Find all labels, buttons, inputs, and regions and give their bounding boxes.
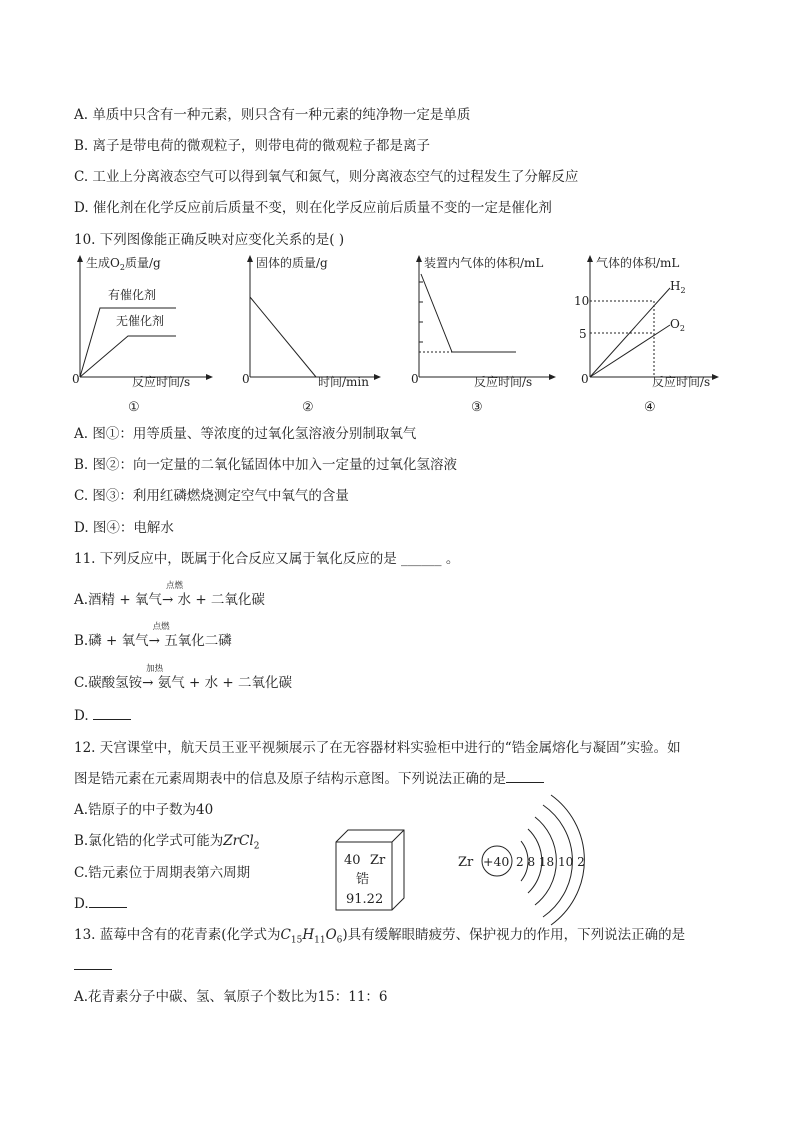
answer-blank [93, 707, 131, 720]
graph-2 [238, 252, 388, 417]
graph-4-origin: 0 [581, 372, 589, 386]
q12-option-c: C.锆元素位于周期表第六周期 [74, 865, 251, 881]
graph-4-number: ④ [644, 400, 656, 415]
graph-1-xlabel: 反应时间/s [132, 375, 191, 389]
condition-ignite: 点燃 [165, 581, 183, 591]
graph-1-number: ① [128, 400, 140, 415]
graph-2-line [250, 297, 316, 377]
q11-option-c: C.碳酸氢铵 加热 → 氨气 + 水 + 二氧化碳 [74, 664, 293, 691]
graph-3-origin: 0 [411, 372, 419, 386]
q10-option-b: B. 图②：向一定量的二氧化锰固体中加入一定量的过氧化氢溶液 [74, 457, 458, 473]
q13-stem: 13. 蓝莓中含有的花青素(化学式为$C_{15}H_{11}O_6$)具有缓解眼睛疲劳、保护视力的作用，下列说法正确的是 [74, 927, 686, 946]
q12-option-d: D. [74, 895, 127, 913]
graph-3-ylabel: 装置内气体的体积/mL [424, 256, 544, 270]
q10-option-a: A. 图①：用等质量、等浓度的过氧化氢溶液分别制取氧气 [74, 426, 417, 442]
tick-10: 10 [574, 294, 590, 308]
graph-3 [406, 252, 571, 417]
curve-without-catalyst [80, 336, 176, 377]
electron-shells: 2 8 18 10 2 [516, 855, 585, 869]
atom-structure-diagram [455, 792, 595, 927]
q12-stem-line2: 图是锆元素在元素周期表中的信息及原子结构示意图。下列说法正确的是 [74, 770, 544, 788]
o2-label: $O_2$ [670, 317, 685, 333]
element-symbol: Zr [370, 853, 386, 868]
label-with-catalyst: 有催化剂 [108, 288, 157, 302]
q9-option-c: C. 工业上分离液态空气可以得到氧气和氮气，则分离液态空气的过程发生了分解反应 [74, 169, 579, 185]
graph-4 [574, 252, 734, 417]
label-without-catalyst: 无催化剂 [116, 314, 165, 328]
q9-option-d: D. 催化剂在化学反应前后质量不变，则在化学反应前后质量不变的一定是催化剂 [74, 200, 552, 216]
graph-2-number: ② [302, 400, 314, 415]
nuclear-charge: +40 [483, 854, 510, 869]
q10-option-c: C. 图③：利用红磷燃烧测定空气中氧气的含量 [74, 488, 349, 504]
graph-3-line [421, 274, 516, 352]
q11-option-b: B.磷 + 氧气 点燃 → 五氧化二磷 [74, 622, 232, 649]
q12-option-b: B.氯化锆的化学式可能为ZrCl$_2$ [74, 833, 260, 852]
condition-ignite: 点燃 [152, 622, 170, 632]
q13-option-a: A.花青素分子中碳、氢、氧原子个数比为15：11：6 [74, 989, 388, 1005]
q13-answer-line [74, 957, 112, 975]
q9-option-b: B. 离子是带电荷的微观粒子，则带电荷的微观粒子都是离子 [74, 138, 431, 154]
element-name: 锆 [356, 872, 370, 887]
answer-blank [89, 895, 127, 908]
tick-5: 5 [579, 327, 587, 341]
element-cell [332, 826, 412, 916]
h2-label: $H_2$ [670, 279, 686, 295]
q10-stem: 10. 下列图像能正确反映对应变化关系的是( ) [74, 232, 345, 248]
graph-1-origin: 0 [72, 372, 80, 386]
atom-symbol: Zr [458, 855, 474, 870]
graph-4-ylabel: 气体的体积/mL [596, 256, 680, 270]
answer-blank [74, 957, 112, 970]
answer-blank [506, 770, 544, 783]
graph-3-number: ③ [471, 400, 483, 415]
q11-stem: 11. 下列反应中，既属于化合反应又属于氧化反应的是 ______ 。 [74, 551, 460, 567]
graph-1-ylabel: 生成$O_2$质量/g [86, 256, 161, 272]
condition-heat: 加热 [146, 664, 164, 674]
q9-option-a: A. 单质中只含有一种元素，则只含有一种元素的纯净物一定是单质 [74, 107, 471, 123]
atomic-number: 40 [344, 853, 361, 868]
q10-option-d: D. 图④：电解水 [74, 520, 174, 536]
graph-2-origin: 0 [242, 372, 250, 386]
q12-option-a: A.锆原子的中子数为40 [74, 802, 214, 818]
graph-4-xlabel: 反应时间/s [652, 375, 711, 389]
q11-option-a: A.酒精 + 氧气 点燃 → 水 + 二氧化碳 [74, 581, 265, 608]
graph-2-ylabel: 固体的质量/g [256, 256, 328, 270]
q12-stem-line1: 12. 天宫课堂中，航天员王亚平视频展示了在无容器材料实验柜中进行的“锆金属熔化与凝固”实验。如 [74, 740, 681, 756]
graph-2-xlabel: 时间/min [318, 375, 369, 389]
atomic-mass: 91.22 [346, 892, 384, 907]
graph-3-xlabel: 反应时间/s [474, 375, 533, 389]
graph-1 [66, 252, 216, 417]
q11-option-d: D. [74, 707, 131, 725]
